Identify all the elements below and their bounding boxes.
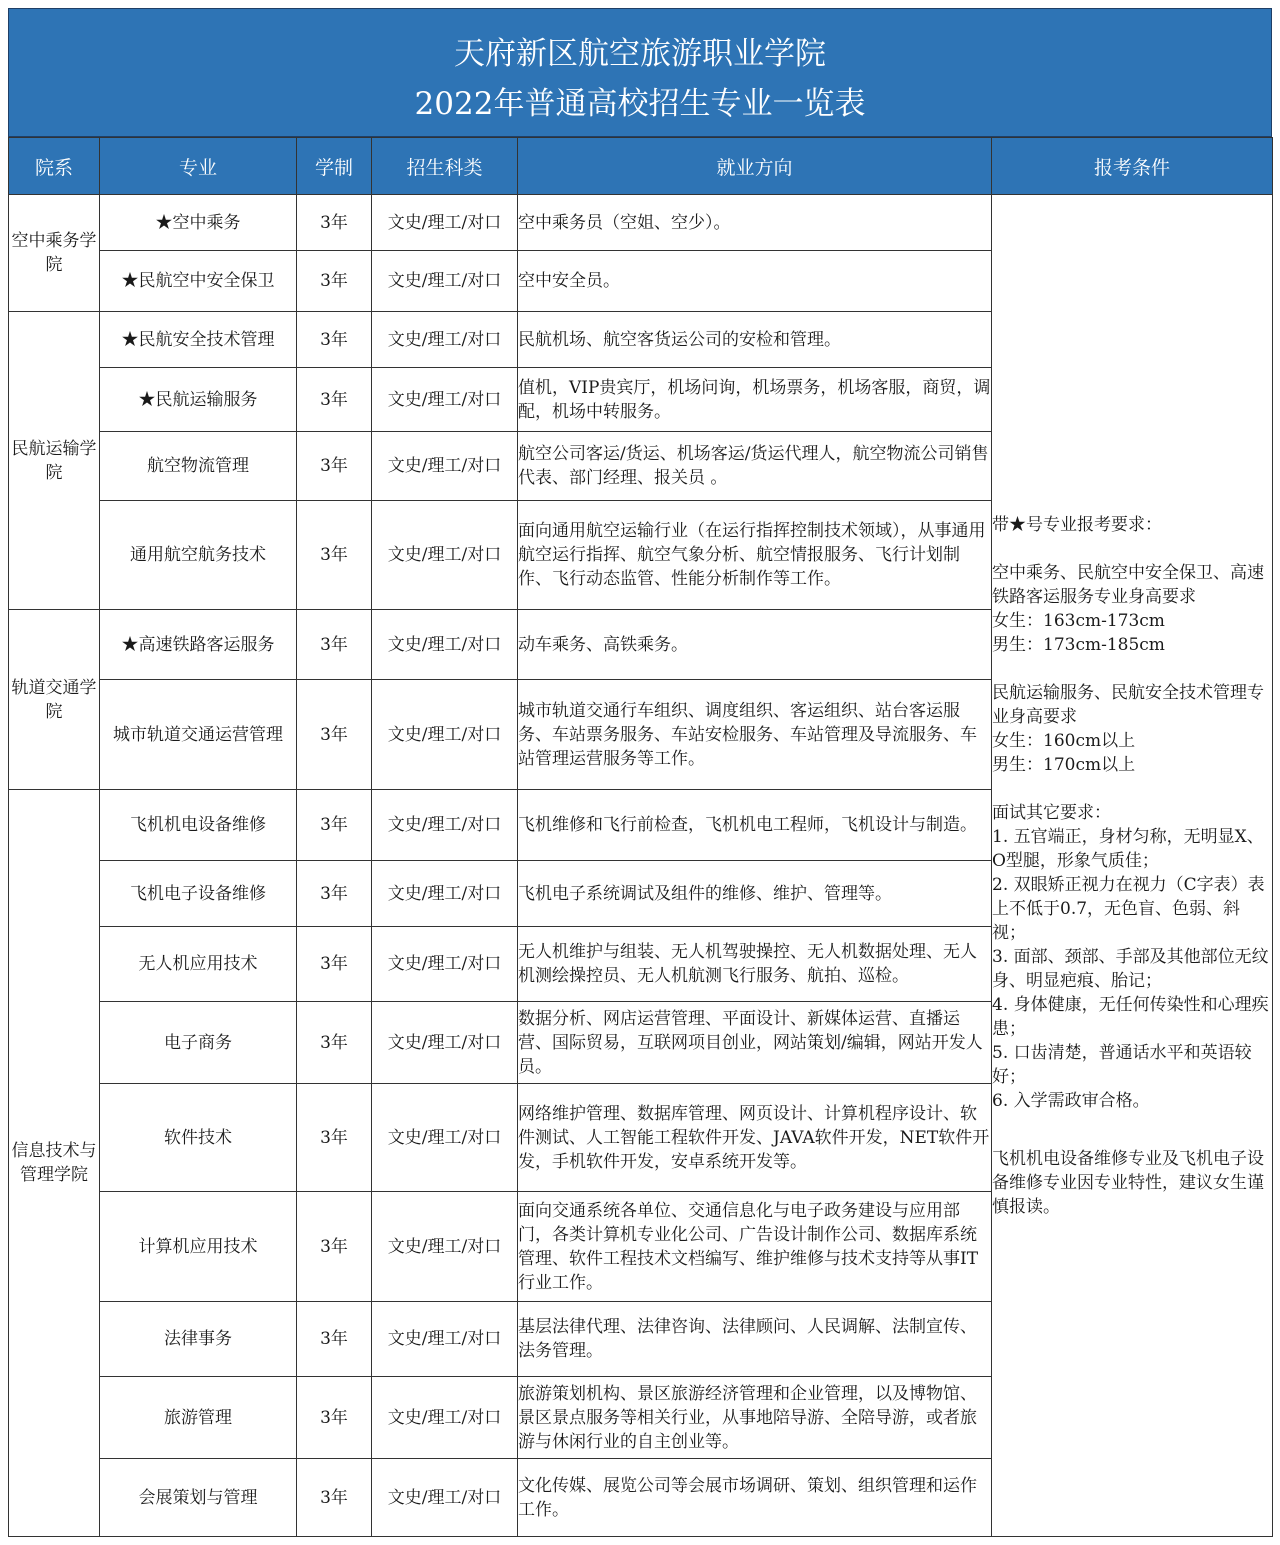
years-cell: 3年 [297, 312, 372, 368]
subject-cell: 文史/理工/对口 [372, 1192, 518, 1302]
years-cell: 3年 [297, 1084, 372, 1192]
header-subject: 招生科类 [372, 138, 518, 195]
career-cell: 面向交通系统各单位、交通信息化与电子政务建设与应用部门，各类计算机专业化公司、广告设计制作公司、数据库系统管理、软件工程技术文档编写、维护维修与技术支持等从事IT行业工作。 [518, 1192, 992, 1302]
major-cell: 软件技术 [100, 1084, 297, 1192]
career-cell: 旅游策划机构、景区旅游经济管理和企业管理，以及博物馆、景区景点服务等相关行业，从事地陪导游、全陪导游，或者旅游与休闲行业的自主创业等。 [518, 1377, 992, 1459]
subject-cell: 文史/理工/对口 [372, 1084, 518, 1192]
header-career: 就业方向 [518, 138, 992, 195]
cond-group2-title: 民航运输服务、民航安全技术管理专业身高要求 [992, 682, 1264, 727]
subject-cell: 文史/理工/对口 [372, 1002, 518, 1084]
major-cell: ★民航运输服务 [100, 368, 297, 432]
career-cell: 基层法律代理、法律咨询、法律顾问、人民调解、法制宣传、法务管理。 [518, 1302, 992, 1377]
major-cell: 法律事务 [100, 1302, 297, 1377]
years-cell: 3年 [297, 790, 372, 861]
years-cell: 3年 [297, 251, 372, 312]
subject-cell: 文史/理工/对口 [372, 312, 518, 368]
major-cell: ★空中乘务 [100, 195, 297, 251]
subject-cell: 文史/理工/对口 [372, 927, 518, 1002]
dept-cell: 轨道交通学院 [9, 610, 100, 790]
cond-note: 飞机机电设备维修专业及飞机电子设备维修专业因专业特性，建议女生谨慎报读。 [992, 1148, 1264, 1217]
subject-cell: 文史/理工/对口 [372, 501, 518, 610]
subject-cell: 文史/理工/对口 [372, 1377, 518, 1459]
header-conditions: 报考条件 [992, 138, 1273, 195]
cond-group1-female: 女生：163cm-173cm [992, 610, 1165, 631]
years-cell: 3年 [297, 680, 372, 790]
table-title: 2022年普通高校招生专业一览表 [414, 86, 866, 122]
major-cell: ★民航安全技术管理 [100, 312, 297, 368]
cond-group2-male: 男生：170cm以上 [992, 754, 1136, 775]
years-cell: 3年 [297, 1002, 372, 1084]
major-cell: ★民航空中安全保卫 [100, 251, 297, 312]
major-cell: 飞机机电设备维修 [100, 790, 297, 861]
years-cell: 3年 [297, 1302, 372, 1377]
dept-cell: 空中乘务学院 [9, 195, 100, 312]
subject-cell: 文史/理工/对口 [372, 861, 518, 927]
major-cell: 飞机电子设备维修 [100, 861, 297, 927]
career-cell: 网络维护管理、数据库管理、网页设计、计算机程序设计、软件测试、人工智能工程软件开发、JAVA软件开发，NET软件开发，手机软件开发，安卓系统开发等。 [518, 1084, 992, 1192]
major-cell: 无人机应用技术 [100, 927, 297, 1002]
cond-other-item: 5. 口齿清楚，普通话水平和英语较好； [992, 1042, 1252, 1087]
subject-cell: 文史/理工/对口 [372, 610, 518, 680]
cond-other-item: 1. 五官端正，身材匀称，无明显X、O型腿，形象气质佳； [992, 826, 1264, 871]
years-cell: 3年 [297, 1459, 372, 1537]
career-cell: 飞机维修和飞行前检查，飞机机电工程师，飞机设计与制造。 [518, 790, 992, 861]
header-major: 专业 [100, 138, 297, 195]
major-cell: ★高速铁路客运服务 [100, 610, 297, 680]
title-banner [8, 8, 1272, 137]
cond-group1-male: 男生：173cm-185cm [992, 634, 1165, 655]
major-cell: 会展策划与管理 [100, 1459, 297, 1537]
career-cell: 动车乘务、高铁乘务。 [518, 610, 992, 680]
subject-cell: 文史/理工/对口 [372, 432, 518, 501]
career-cell: 飞机电子系统调试及组件的维修、维护、管理等。 [518, 861, 992, 927]
major-cell: 计算机应用技术 [100, 1192, 297, 1302]
cond-other-title: 面试其它要求： [992, 802, 1111, 823]
cond-group1-title: 空中乘务、民航空中安全保卫、高速铁路客运服务专业身高要求 [992, 562, 1264, 607]
career-cell: 空中乘务员（空姐、空少）。 [518, 195, 992, 251]
years-cell: 3年 [297, 368, 372, 432]
career-cell: 城市轨道交通行车组织、调度组织、客运组织、站台客运服务、车站票务服务、车站安检服务、车站管理及导流服务、车站管理运营服务等工作。 [518, 680, 992, 790]
dept-cell: 信息技术与管理学院 [9, 790, 100, 1537]
table-row [9, 195, 1273, 251]
header-years: 学制 [297, 138, 372, 195]
years-cell: 3年 [297, 195, 372, 251]
cond-group2-female: 女生：160cm以上 [992, 730, 1136, 751]
years-cell: 3年 [297, 861, 372, 927]
cond-other-item: 2. 双眼矫正视力在视力（C字表）表上不低于0.7，无色盲、色弱、斜视； [992, 874, 1265, 943]
years-cell: 3年 [297, 610, 372, 680]
years-cell: 3年 [297, 927, 372, 1002]
conditions-cell [992, 195, 1273, 1537]
majors-table [8, 137, 1273, 1537]
cond-other-item: 6. 入学需政审合格。 [992, 1090, 1150, 1111]
dept-cell: 民航运输学院 [9, 312, 100, 610]
subject-cell: 文史/理工/对口 [372, 680, 518, 790]
career-cell: 面向通用航空运输行业（在运行指挥控制技术领域），从事通用航空运行指挥、航空气象分析、航空情报服务、飞行计划制作、飞行动态监管、性能分析制作等工作。 [518, 501, 992, 610]
major-cell: 电子商务 [100, 1002, 297, 1084]
subject-cell: 文史/理工/对口 [372, 251, 518, 312]
major-cell: 城市轨道交通运营管理 [100, 680, 297, 790]
major-cell: 旅游管理 [100, 1377, 297, 1459]
career-cell: 空中安全员。 [518, 251, 992, 312]
career-cell: 值机，VIP贵宾厅，机场问询，机场票务，机场客服，商贸，调配，机场中转服务。 [518, 368, 992, 432]
career-cell: 无人机维护与组装、无人机驾驶操控、无人机数据处理、无人机测绘操控员、无人机航测飞行服务、航拍、巡检。 [518, 927, 992, 1002]
cond-intro: 带★号专业报考要求： [992, 514, 1162, 535]
career-cell: 民航机场、航空客货运公司的安检和管理。 [518, 312, 992, 368]
major-cell: 通用航空航务技术 [100, 501, 297, 610]
years-cell: 3年 [297, 432, 372, 501]
subject-cell: 文史/理工/对口 [372, 1459, 518, 1537]
header-row [9, 138, 1273, 195]
school-name: 天府新区航空旅游职业学院 [454, 36, 826, 72]
career-cell: 数据分析、网店运营管理、平面设计、新媒体运营、直播运营、国际贸易，互联网项目创业，网站策划/编辑，网站开发人员。 [518, 1002, 992, 1084]
years-cell: 3年 [297, 1192, 372, 1302]
cond-other-item: 3. 面部、颈部、手部及其他部位无纹身、明显疤痕、胎记； [992, 946, 1269, 991]
subject-cell: 文史/理工/对口 [372, 790, 518, 861]
cond-other-item: 4. 身体健康，无任何传染性和心理疾患； [992, 994, 1269, 1039]
career-cell: 航空公司客运/货运、机场客运/货运代理人，航空物流公司销售代表、部门经理、报关员 。 [518, 432, 992, 501]
subject-cell: 文史/理工/对口 [372, 195, 518, 251]
subject-cell: 文史/理工/对口 [372, 368, 518, 432]
header-dept: 院系 [9, 138, 100, 195]
major-cell: 航空物流管理 [100, 432, 297, 501]
career-cell: 文化传媒、展览公司等会展市场调研、策划、组织管理和运作工作。 [518, 1459, 992, 1537]
years-cell: 3年 [297, 501, 372, 610]
years-cell: 3年 [297, 1377, 372, 1459]
subject-cell: 文史/理工/对口 [372, 1302, 518, 1377]
